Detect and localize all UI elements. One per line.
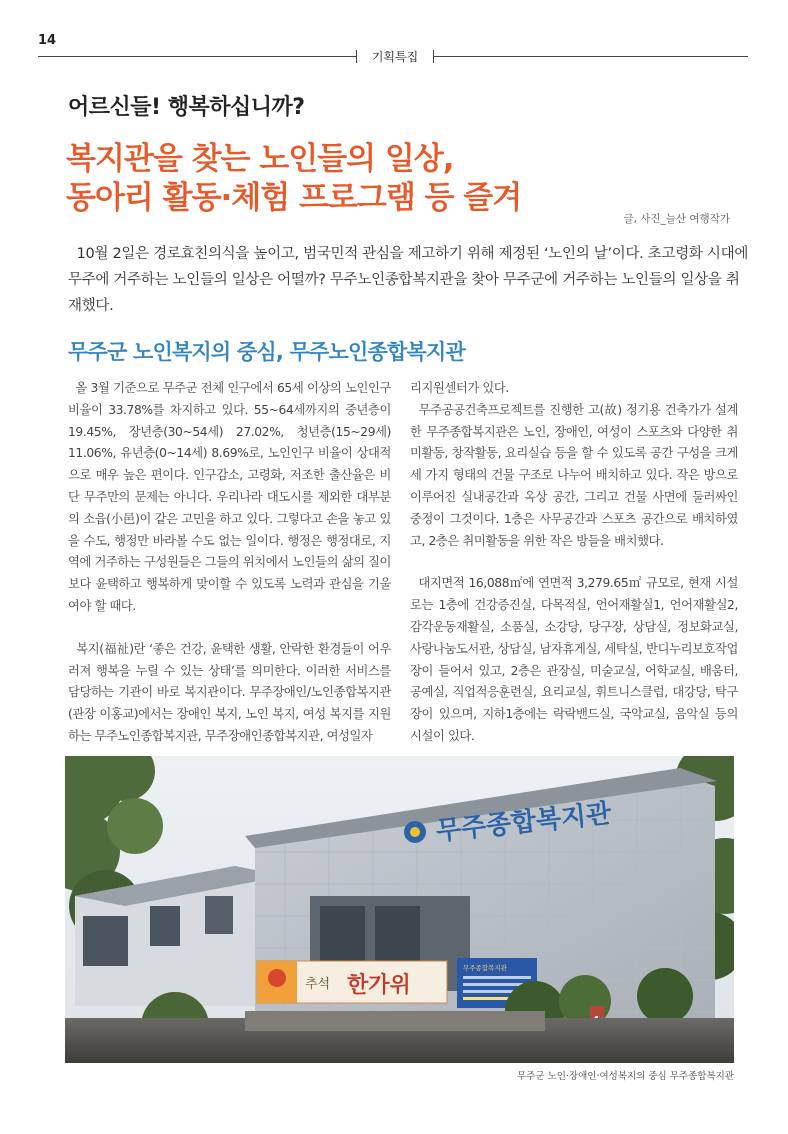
body-column-right <box>410 378 738 748</box>
paragraph-text: 올 3월 기준으로 무주군 전체 인구에서 65세 이상의 노인인구 비율이 33.78%를 차지하고 있다. 55~64세까지의 중년층이 19.45%, 장년층(30~54세) 27.02%, 청년층(15~29세) 11.06%, 유년층(0~14세) 8.69%로, 노인인구 비율이 상대적으로 매우 높은 편이다. 인구감소, 고령화, 저조한 출산율은 비단 무주만의 문제는 아니다. 우리나라 대도시를 제외한 대부분의 소읍(小邑)이 같은 고민을 하고 있다. 그렇다고 손을 놓고 있을 수도, 행정만 바라볼 수도 없는 일이다. 행정은 행정대로, 지역에 거주하는 구성원들은 그들의 위치에서 노인들의 삶의 질이 보다 윤택하고 행복하게 맞이할 수 있도록 노력과 관심을 기울여야 할 때다. <box>68 381 392 613</box>
building-sign: 무주종합복지관 <box>434 798 613 847</box>
paragraph <box>410 400 738 553</box>
article-title-line: 복지관을 찾는 노인들의 일상, <box>66 141 454 177</box>
building-photo <box>65 756 734 1063</box>
photo-caption: 무주군 노인·장애인·여성복지의 중심 무주종합복지관 <box>517 1071 734 1082</box>
section-label: 기획특집 <box>371 50 419 64</box>
paragraph <box>410 573 738 747</box>
intro-text: 10월 2일은 경로효친의식을 높이고, 범국민적 관심을 제고하기 위해 제정된 ‘노인의 날’이다. 초고령화 시대에 무주에 거주하는 노인들의 일상은 어떨까? 무주노인종합복지관을 찾아 무주군에 거주하는 노인들의 일상을 취재했다. <box>68 246 749 314</box>
paragraph-text: 복지(福祉)란 ‘좋은 건강, 윤택한 생활, 안락한 환경들이 어우러져 행복을 누릴 수 있는 상태’를 의미한다. 이러한 서비스를 담당하는 기관이 바로 복지관이다. 무주장애인/노인종합복지관(관장 이홍교)에서는 장애인 복지, 노인 복지, 여성 복지를 지원하는 무주노인종합복지관, 무주장애인종합복지관, 여성일자 <box>68 641 391 743</box>
page-number: 14 <box>38 33 57 48</box>
paragraph-text: 무주공공건축프로젝트를 진행한 고(故) 정기용 건축가가 설계한 무주종합복지관은 노인, 장애인, 여성이 스포츠와 다양한 취미활동, 창작활동, 요리실습 등을 할 수 있도록 공간 구성을 크게 세 가지 형태의 건물 구조로 나누어 배치하고 있다. 작은 방으로 이루어진 실내공간과 옥상 공간, 그리고 건물 사면에 둘러싸인 중정이 그것이다. 1층은 사무공간과 스포츠 공간으로 배치하였고, 2층은 취미활동을 위한 작은 방들을 배치했다. <box>410 402 738 548</box>
paragraph-text: 리지원센터가 있다. <box>410 381 509 395</box>
article-kicker: 어르신들! 행복하십니까? <box>68 95 305 120</box>
paragraph <box>410 378 738 400</box>
section-heading: 무주군 노인복지의 중심, 무주노인종합복지관 <box>68 340 465 364</box>
article-title-line: 동아리 활동·체험 프로그램 등 즐겨 <box>66 180 522 216</box>
body-column-left <box>68 378 391 748</box>
chuseok-banner <box>257 961 447 1003</box>
article-intro <box>68 241 750 319</box>
paragraph <box>68 378 391 618</box>
article-byline: 글, 사진_늘산 여행작가 <box>623 213 730 225</box>
paragraph-text: 대지면적 16,088㎡에 연면적 3,279.65㎡ 규모로, 현재 시설로는 1층에 건강증진실, 다목적실, 언어재활실1, 언어재활실2, 감각운동재활실, 소품실, 소강당, 당구장, 상담실, 정보화교실, 사랑나눔도서관, 상담실, 남자휴게실, 세탁실, 반디누리보호작업장이 들어서 있고, 2층은 관장실, 미술교실, 어학교실, 배움터, 공예실, 직업적응훈련실, 요리교실, 휘트니스클럽, 대강당, 탁구장이 있으며, 지하1층에는 락락밴드실, 국악교실, 음악실 등의 시설이 있다. <box>410 576 738 743</box>
header-rule <box>38 56 356 57</box>
paragraph <box>68 639 391 748</box>
svg-text:한가위: 한가위 <box>347 972 411 998</box>
header-rule <box>434 56 748 57</box>
svg-text:무주종합복지관: 무주종합복지관 <box>463 964 507 972</box>
svg-text:추석: 추석 <box>305 977 331 992</box>
